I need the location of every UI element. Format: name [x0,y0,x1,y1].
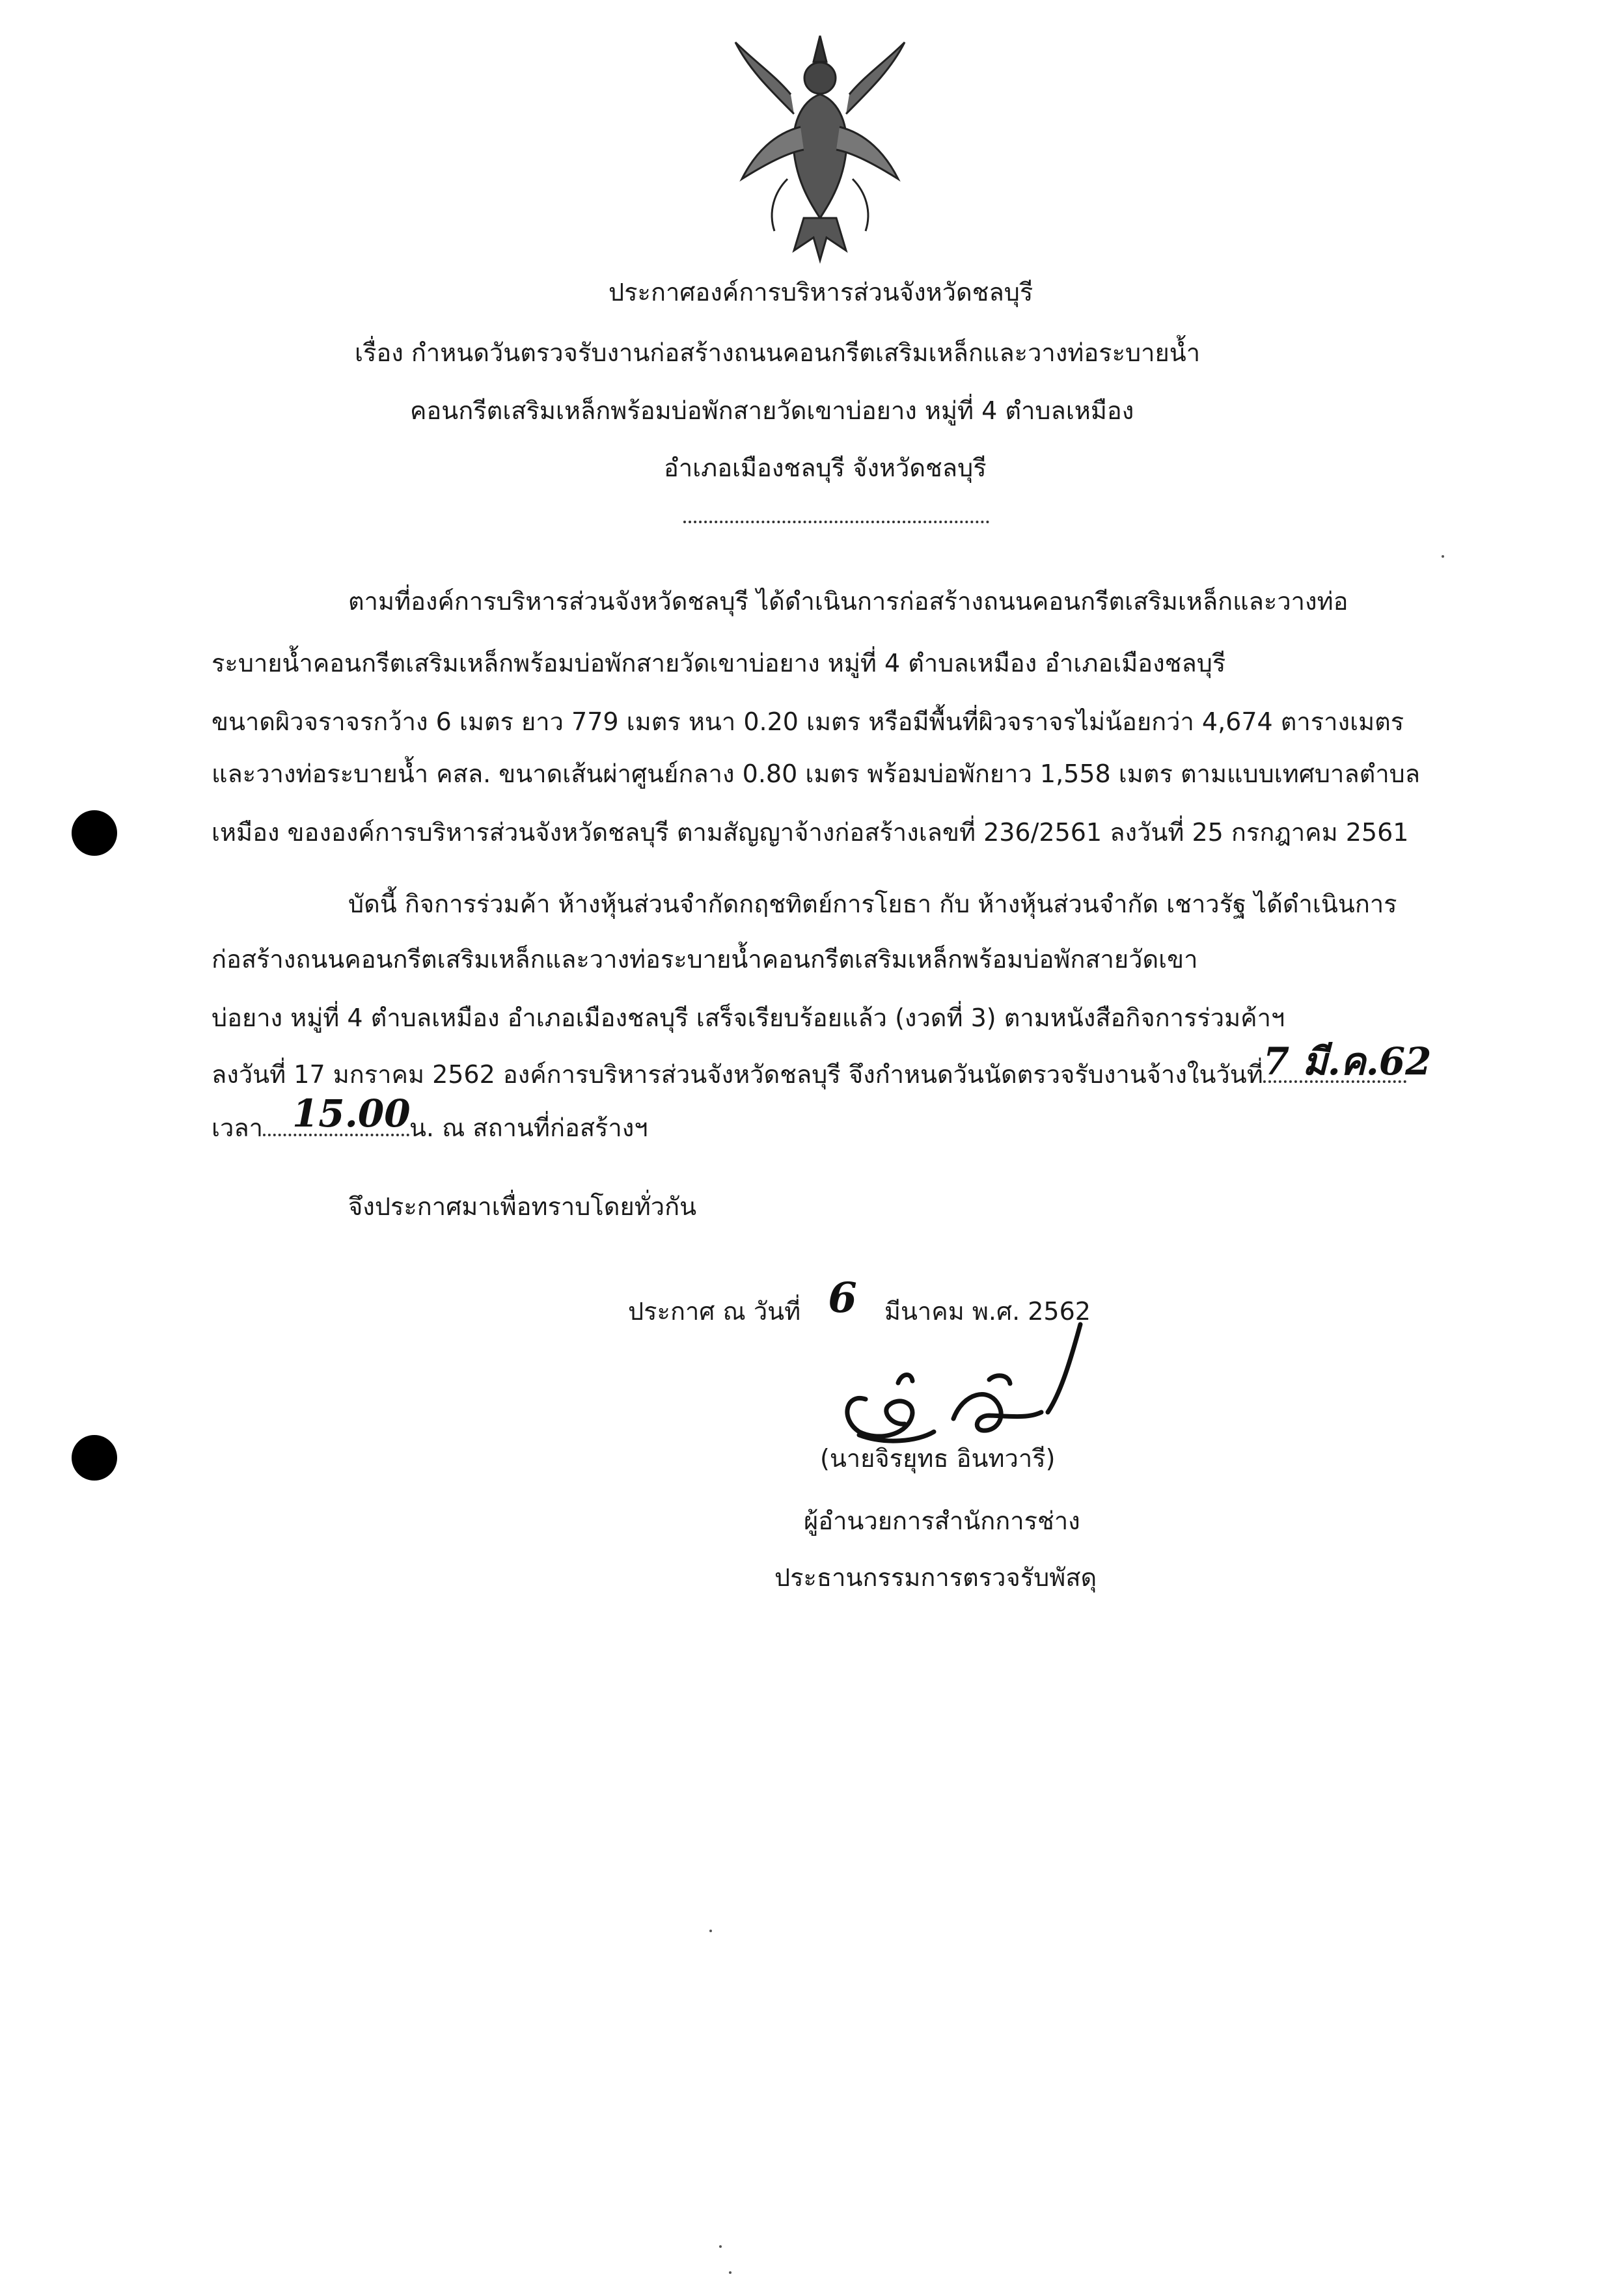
paragraph-2-line-3: บ่อยาง หมู่ที่ 4 ตำบลเหมือง อำเภอเมืองชลบุรี เสร็จเรียบร้อยแล้ว (งวดที่ 3) ตามหนังสือกิจการร่วมค้าฯ [212,1004,1285,1032]
paragraph-1-line-5: เหมือง ขององค์การบริหารส่วนจังหวัดชลบุรี ตามสัญญาจ้างก่อสร้างเลขที่ 236/2561 ลงวันที่ 25 กรกฎาคม 2561 [212,818,1409,847]
paragraph-1-line-4: และวางท่อระบายน้ำ คสล. ขนาดเส้นผ่าศูนย์กลาง 0.80 เมตร พร้อมบ่อพักยาว 1,558 เมตร ตามแบบเทศบาลตำบล [212,759,1421,788]
subject-line-2: คอนกรีตเสริมเหล็กพร้อมบ่อพักสายวัดเขาบ่อยาง หมู่ที่ 4 ตำบลเหมือง [410,396,1134,425]
signature-icon [820,1321,1119,1458]
subject-line-3: อำเภอเมืองชลบุรี จังหวัดชลบุรี [664,454,987,482]
signatory-position-2: ประธานกรรมการตรวจรับพัสดุ [774,1563,1097,1592]
punch-hole-bottom [72,1435,117,1481]
paragraph-2-line-2: ก่อสร้างถนนคอนกรีตเสริมเหล็กและวางท่อระบายน้ำคอนกรีตเสริมเหล็กพร้อมบ่อพักสายวัดเขา [212,945,1198,974]
date-month-year: มีนาคม พ.ศ. 2562 [884,1297,1091,1326]
paragraph-2-line-1: บัดนี้ กิจการร่วมค้า ห้างหุ้นส่วนจำกัดกฤชทิตย์การโยธา กับ ห้างหุ้นส่วนจำกัด เชาวรัฐ ได้ดำเนินการ [348,890,1397,918]
time-suffix: น. ณ สถานที่ก่อสร้างฯ [409,1114,648,1142]
paragraph-2-line-4 [212,1039,1432,1089]
scan-speck [729,2271,732,2274]
header-separator [683,521,989,523]
time-label: เวลา [212,1114,263,1142]
paragraph-2-line-4-text: ลงวันที่ 17 มกราคม 2562 องค์การบริหารส่วนจังหวัดชลบุรี จึงกำหนดวันนัดตรวจรับงานจ้างในวันที่ [212,1060,1263,1089]
scan-speck [1442,555,1444,558]
time-line [212,1091,648,1142]
subject-line-1: เรื่อง กำหนดวันตรวจรับงานก่อสร้างถนนคอนกรีตเสริมเหล็กและวางท่อระบายน้ำ [355,338,1201,367]
announcement-day-handwritten: 6 [828,1274,857,1322]
inspection-date-field [1263,1039,1432,1084]
inspection-time-field [263,1091,411,1136]
scan-speck [719,2245,722,2248]
closing-statement: จึงประกาศมาเพื่อทราบโดยทั่วกัน [348,1192,697,1221]
scan-speck [709,1930,712,1932]
document-title: ประกาศองค์การบริหารส่วนจังหวัดชลบุรี [609,278,1033,307]
paragraph-1-line-2: ระบายน้ำคอนกรีตเสริมเหล็กพร้อมบ่อพักสายวัดเขาบ่อยาง หมู่ที่ 4 ตำบลเหมือง อำเภอเมืองชลบุรี [212,649,1226,677]
paragraph-1-line-1: ตามที่องค์การบริหารส่วนจังหวัดชลบุรี ได้ดำเนินการก่อสร้างถนนคอนกรีตเสริมเหล็กและวางท่อ [348,587,1348,616]
inspection-date-handwritten: 7 มี.ค.62 [1263,1039,1432,1084]
garuda-emblem-icon [729,23,911,264]
signatory-position-1: ผู้อำนวยการสำนักการช่าง [804,1507,1080,1535]
punch-hole-top [72,810,117,856]
date-prefix: ประกาศ ณ วันที่ [628,1297,801,1326]
inspection-time-handwritten: 15.00 [292,1091,411,1136]
paragraph-1-line-3: ขนาดผิวจราจรกว้าง 6 เมตร ยาว 779 เมตร หนา 0.20 เมตร หรือมีพื้นที่ผิวจราจรไม่น้อยกว่า 4,674 ตารางเมตร [212,707,1404,736]
signatory-name: (นายจิรยุทธ อินทวารี) [820,1444,1056,1473]
